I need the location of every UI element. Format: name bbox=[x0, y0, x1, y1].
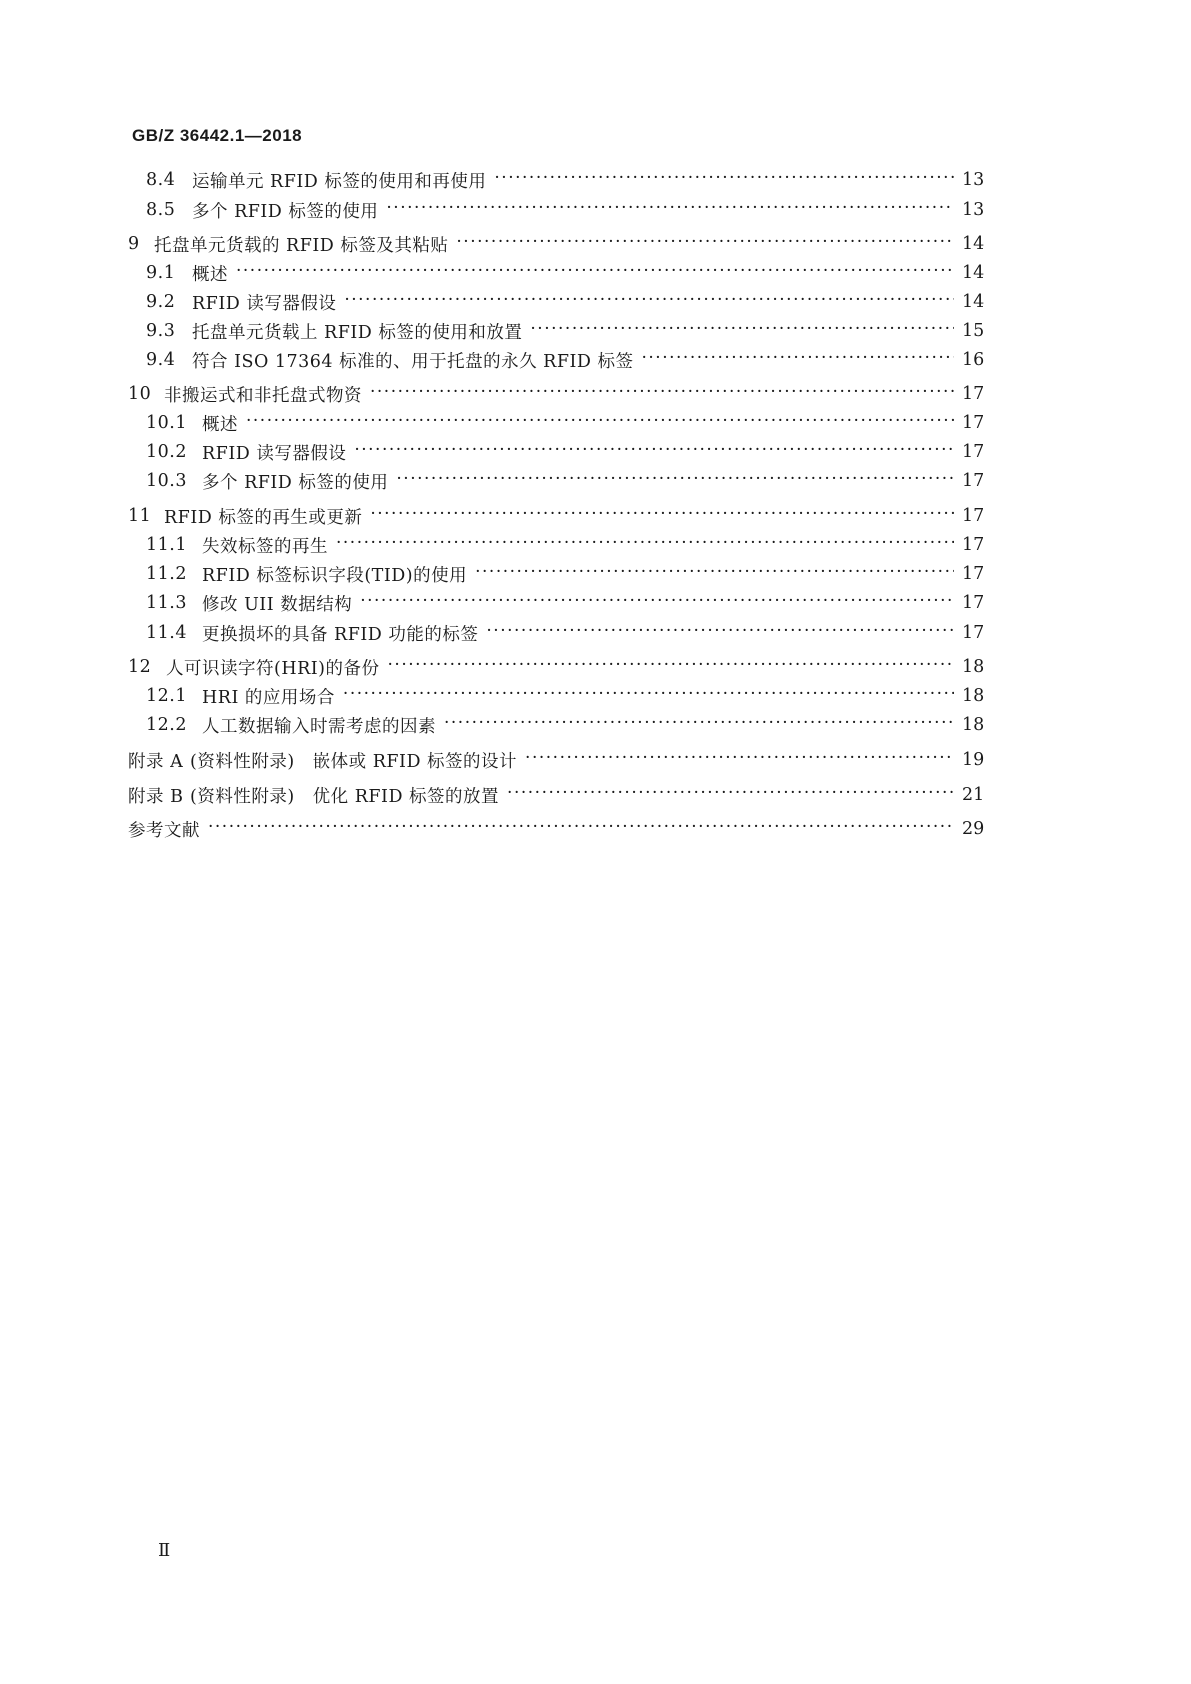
toc-entry[interactable] bbox=[146, 437, 984, 467]
toc-entry-page: 19 bbox=[962, 750, 985, 770]
toc-entry-number: 9 bbox=[128, 234, 140, 254]
toc-entry-page: 15 bbox=[962, 321, 985, 341]
toc-entry-title: RFID 标签标识字段(TID)的使用 bbox=[202, 565, 468, 586]
page-number: Ⅱ bbox=[158, 1540, 171, 1560]
toc-leader-dots bbox=[507, 780, 954, 810]
toc-leader-dots bbox=[246, 408, 954, 438]
toc-entry-page: 17 bbox=[962, 535, 985, 555]
toc-entry-number: 12.1 bbox=[146, 686, 187, 706]
toc-entry-title: RFID 标签的再生或更新 bbox=[164, 507, 363, 528]
toc-entry-number: 10 bbox=[128, 384, 152, 404]
toc-entry-number: 9.2 bbox=[146, 292, 176, 312]
toc-entry-title: 人工数据输入时需考虑的因素 bbox=[202, 716, 436, 737]
toc-entry-number: 9.4 bbox=[146, 350, 176, 370]
toc-leader-dots bbox=[370, 379, 954, 409]
toc-entry[interactable] bbox=[146, 316, 984, 346]
toc-entry-number: 12.2 bbox=[146, 715, 187, 735]
toc-entry[interactable] bbox=[128, 745, 984, 775]
toc-entry[interactable] bbox=[146, 710, 984, 740]
toc-entry[interactable] bbox=[146, 618, 984, 648]
toc-entry-page: 13 bbox=[962, 170, 985, 190]
toc-leader-dots bbox=[360, 588, 954, 618]
toc-leader-dots bbox=[530, 316, 954, 346]
toc-leader-dots bbox=[344, 287, 954, 317]
toc-entry-title: 多个 RFID 标签的使用 bbox=[192, 201, 379, 222]
toc-entry-number: 12 bbox=[128, 657, 152, 677]
toc-entry-title: 参考文献 bbox=[128, 820, 200, 841]
toc-entry-page: 14 bbox=[962, 234, 985, 254]
toc-leader-dots bbox=[354, 437, 954, 467]
toc-entry-title: RFID 读写器假设 bbox=[192, 293, 337, 314]
toc-entry-title: (资料性附录) 优化 RFID 标签的放置 bbox=[190, 786, 500, 807]
toc-entry-page: 17 bbox=[962, 593, 985, 613]
toc-leader-dots bbox=[486, 618, 954, 648]
toc-entry-number: 11.3 bbox=[146, 593, 187, 613]
toc-leader-dots bbox=[494, 165, 954, 195]
toc-entry[interactable] bbox=[146, 258, 984, 288]
toc-entry[interactable] bbox=[128, 379, 984, 409]
toc-entry-number: 9.3 bbox=[146, 321, 176, 341]
toc-entry-number: 8.4 bbox=[146, 170, 176, 190]
toc-leader-dots bbox=[444, 710, 954, 740]
toc-entry-number: 8.5 bbox=[146, 200, 176, 220]
toc-entry-number: 11 bbox=[128, 506, 152, 526]
toc-leader-dots bbox=[396, 466, 954, 496]
toc-entry-page: 18 bbox=[962, 657, 985, 677]
toc-entry-title: 修改 UII 数据结构 bbox=[202, 594, 353, 615]
toc-entry-page: 17 bbox=[962, 413, 985, 433]
toc-leader-dots bbox=[475, 559, 954, 589]
toc-entry[interactable] bbox=[146, 345, 984, 375]
toc-entry-page: 17 bbox=[962, 506, 985, 526]
toc-entry[interactable] bbox=[146, 530, 984, 560]
toc-entry-title: 概述 bbox=[202, 414, 238, 435]
toc-leader-dots bbox=[343, 681, 954, 711]
toc-entry-title: 非搬运式和非托盘式物资 bbox=[164, 385, 362, 406]
toc-leader-dots bbox=[525, 745, 954, 775]
toc-entry-title: HRI 的应用场合 bbox=[202, 687, 335, 708]
toc-entry-number: 9.1 bbox=[146, 263, 176, 283]
toc-entry-page: 29 bbox=[962, 819, 985, 839]
toc-entry-number: 11.1 bbox=[146, 535, 187, 555]
toc-leader-dots bbox=[386, 195, 954, 225]
toc-entry[interactable] bbox=[146, 408, 984, 438]
toc-entry[interactable] bbox=[128, 652, 984, 682]
toc-leader-dots bbox=[370, 501, 954, 531]
toc-entry-page: 14 bbox=[962, 263, 985, 283]
document-id: GB/Z 36442.1—2018 bbox=[132, 126, 303, 145]
toc-entry[interactable] bbox=[128, 229, 984, 259]
toc-entry[interactable] bbox=[146, 681, 984, 711]
toc-entry[interactable] bbox=[128, 501, 984, 531]
toc-leader-dots bbox=[456, 229, 954, 259]
toc-entry-page: 13 bbox=[962, 200, 985, 220]
toc-entry-page: 17 bbox=[962, 623, 985, 643]
toc-entry-title: RFID 读写器假设 bbox=[202, 443, 347, 464]
toc-entry[interactable] bbox=[128, 814, 984, 844]
toc-entry-title: 人可识读字符(HRI)的备份 bbox=[166, 658, 380, 679]
toc-entry-page: 18 bbox=[962, 686, 985, 706]
toc-entry-number: 11.2 bbox=[146, 564, 187, 584]
toc-leader-dots bbox=[388, 652, 954, 682]
toc-entry-number: 10.3 bbox=[146, 471, 187, 491]
toc-entry-title: 失效标签的再生 bbox=[202, 536, 328, 557]
toc-entry-page: 17 bbox=[962, 442, 985, 462]
toc-entry[interactable] bbox=[128, 780, 984, 810]
toc-entry-page: 14 bbox=[962, 292, 985, 312]
toc-entry[interactable] bbox=[146, 287, 984, 317]
toc-entry-page: 17 bbox=[962, 564, 985, 584]
toc-entry[interactable] bbox=[146, 165, 984, 195]
toc-entry-page: 17 bbox=[962, 384, 985, 404]
toc-entry-title: 运输单元 RFID 标签的使用和再使用 bbox=[192, 171, 487, 192]
toc-entry-number: 10.1 bbox=[146, 413, 187, 433]
toc-entry-number: 10.2 bbox=[146, 442, 187, 462]
toc-entry-page: 21 bbox=[962, 785, 985, 805]
toc-entry-page: 18 bbox=[962, 715, 985, 735]
toc-entry-number: 附录 B bbox=[128, 786, 184, 807]
toc-entry-page: 17 bbox=[962, 471, 985, 491]
toc-entry-title: 更换损坏的具备 RFID 功能的标签 bbox=[202, 624, 479, 645]
toc-entry-number: 附录 A bbox=[128, 751, 184, 772]
toc-entry[interactable] bbox=[146, 588, 984, 618]
toc-entry[interactable] bbox=[146, 559, 984, 589]
toc-entry[interactable] bbox=[146, 466, 984, 496]
toc-entry-title: 托盘单元货载上 RFID 标签的使用和放置 bbox=[192, 322, 523, 343]
toc-entry-page: 16 bbox=[962, 350, 985, 370]
toc-leader-dots bbox=[236, 258, 954, 288]
toc-leader-dots bbox=[208, 814, 954, 844]
toc-entry-title: 符合 ISO 17364 标准的、用于托盘的永久 RFID 标签 bbox=[192, 351, 634, 372]
toc-leader-dots bbox=[642, 345, 955, 375]
toc-entry-title: 托盘单元货载的 RFID 标签及其粘贴 bbox=[154, 235, 449, 256]
toc-entry-title: 多个 RFID 标签的使用 bbox=[202, 472, 389, 493]
toc-entry-number: 11.4 bbox=[146, 623, 187, 643]
toc-leader-dots bbox=[336, 530, 954, 560]
toc-entry-title: (资料性附录) 嵌体或 RFID 标签的设计 bbox=[190, 751, 518, 772]
toc-entry-title: 概述 bbox=[192, 264, 228, 285]
toc-entry[interactable] bbox=[146, 195, 984, 225]
